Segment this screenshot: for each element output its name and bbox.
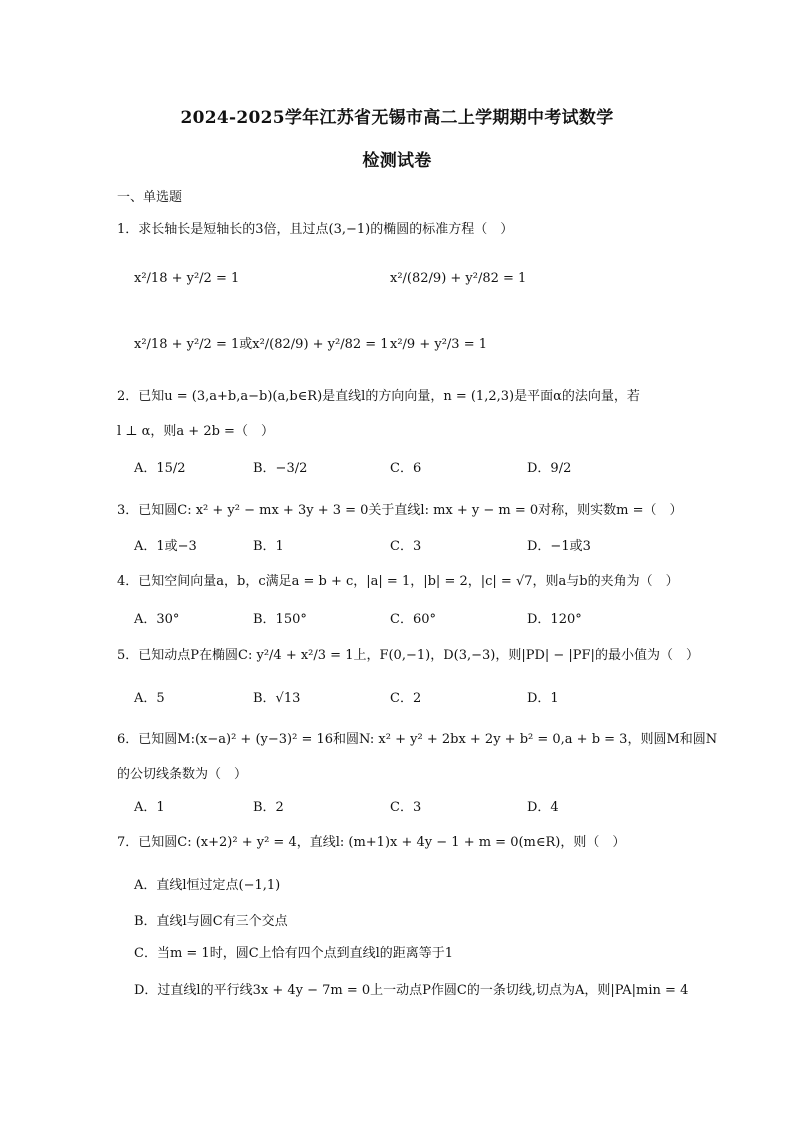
question-3-option-b: B．1 [253, 539, 284, 554]
exam-title: 2024-2025学年江苏省无锡市高二上学期期中考试数学 [180, 108, 614, 128]
exam-subtitle: 检测试卷 [362, 151, 432, 171]
question-5-stem: 5．已知动点P在椭圆C: y²/4 + x²/3 = 1上，F(0,−1)，D(3,−3)，则|PD| − |PF|的最小值为（ ） [117, 648, 699, 663]
question-4-option-d: D．120° [527, 612, 582, 627]
question-3-stem: 3．已知圆C: x² + y² − mx + 3y + 3 = 0关于直线l: mx + y − m = 0对称，则实数m =（ ） [117, 503, 683, 518]
question-6-stem-line1: 6．已知圆M:(x−a)² + (y−3)² = 16和圆N: x² + y² + 2bx + 2y + b² = 0,a + b = 3，则圆M和圆N [117, 732, 718, 747]
question-6-option-c: C．3 [390, 800, 422, 815]
question-6-option-b: B．2 [253, 800, 284, 815]
question-6-option-a: A．1 [134, 800, 165, 815]
question-4-option-c: C．60° [390, 612, 436, 627]
question-5-option-a: A．5 [134, 691, 165, 706]
question-3-option-c: C．3 [390, 539, 422, 554]
question-5-option-d: D．1 [527, 691, 559, 706]
section-heading: 一、单选题 [117, 190, 183, 205]
question-2-option-d: D．9/2 [527, 461, 572, 476]
question-4-option-b: B．150° [253, 612, 307, 627]
question-2-stem-line1: 2．已知u = (3,a+b,a−b)(a,b∈R)是直线l的方向向量，n = (1,2,3)是平面α的法向量，若 [117, 389, 640, 404]
question-7-stem: 7．已知圆C: (x+2)² + y² = 4，直线l: (m+1)x + 4y − 1 + m = 0(m∈R)，则（ ） [117, 835, 626, 850]
question-6-stem-line2: 的公切线条数为（ ） [117, 767, 248, 782]
question-3-option-a: A．1或−3 [134, 539, 197, 554]
question-2-option-c: C．6 [390, 461, 422, 476]
question-7-option-d: D．过直线l的平行线3x + 4y − 7m = 0上一动点P作圆C的一条切线,切点为A，则|PA|min = 4 [134, 983, 689, 998]
question-1-option-c: x²/18 + y²/2 = 1或x²/(82/9) + y²/82 = 1 [134, 337, 389, 352]
question-1-option-b: x²/(82/9) + y²/82 = 1 [390, 271, 527, 286]
question-7-option-a: A．直线l恒过定点(−1,1) [134, 878, 281, 893]
question-4-stem: 4．已知空间向量a，b，c满足a = b + c，|a| = 1，|b| = 2，|c| = √7，则a与b的夹角为（ ） [117, 574, 679, 589]
question-3-option-d: D．−1或3 [527, 539, 591, 554]
question-2-option-a: A．15/2 [134, 461, 186, 476]
question-2-option-b: B．−3/2 [253, 461, 308, 476]
question-5-option-c: C．2 [390, 691, 422, 706]
question-2-stem-line2: l ⊥ α，则a + 2b =（ ） [117, 424, 274, 439]
question-7-option-b: B．直线l与圆C有三个交点 [134, 914, 288, 929]
question-5-option-b: B．√13 [253, 691, 301, 706]
question-1-option-a: x²/18 + y²/2 = 1 [134, 271, 240, 286]
question-1-option-d: x²/9 + y²/3 = 1 [390, 337, 487, 352]
question-6-option-d: D．4 [527, 800, 559, 815]
question-1-stem: 1．求长轴长是短轴长的3倍，且过点(3,−1)的椭圆的标准方程（ ） [117, 222, 514, 237]
question-4-option-a: A．30° [134, 612, 180, 627]
question-7-option-c: C．当m = 1时，圆C上恰有四个点到直线l的距离等于1 [134, 946, 454, 961]
